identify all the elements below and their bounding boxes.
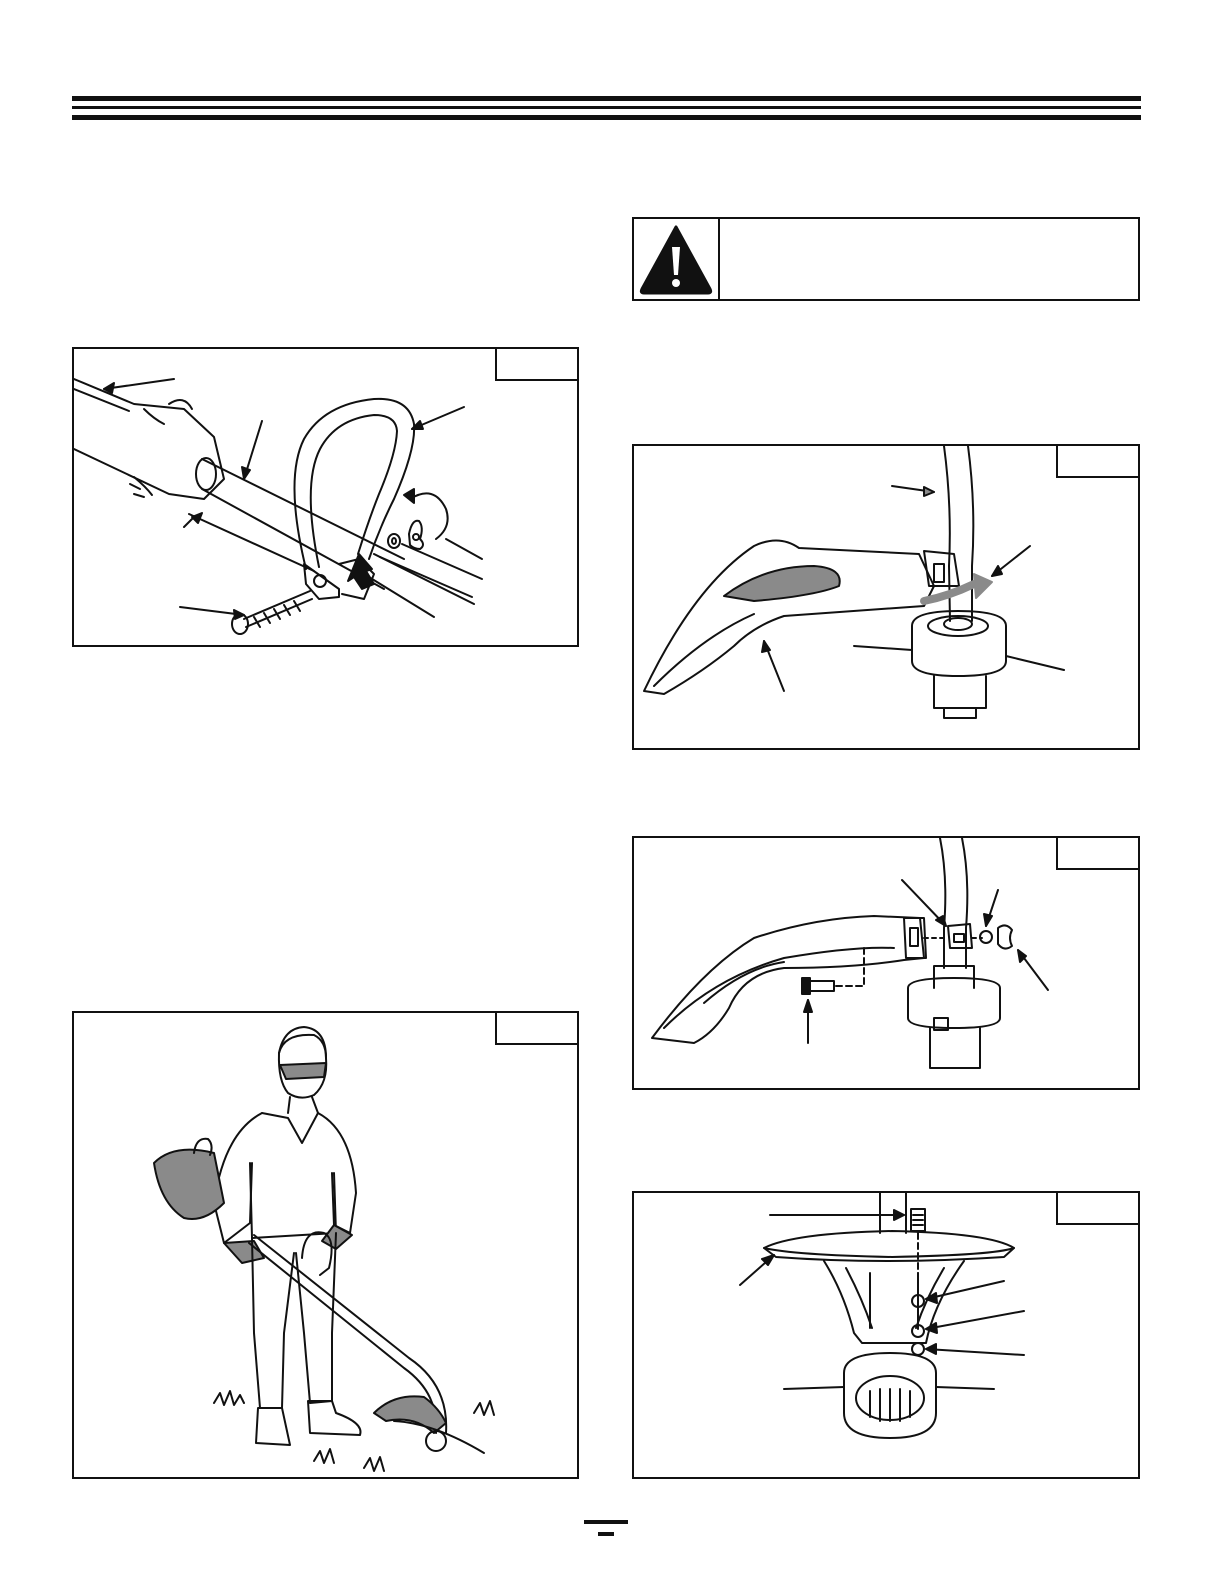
handle-assembly-illustration bbox=[74, 349, 579, 647]
warning-triangle-icon bbox=[634, 219, 718, 299]
guard-underside-illustration bbox=[634, 1193, 1140, 1479]
figure-guard-exploded bbox=[632, 836, 1140, 1090]
guard-exploded-illustration bbox=[634, 838, 1140, 1090]
header-rule-middle bbox=[72, 106, 1141, 109]
guard-placement-illustration bbox=[634, 446, 1140, 750]
warning-box bbox=[632, 217, 1140, 301]
figure-guard-underside bbox=[632, 1191, 1140, 1479]
figure-guard-placement bbox=[632, 444, 1140, 750]
header-rule-top bbox=[72, 96, 1141, 101]
header-rule-bottom bbox=[72, 115, 1141, 120]
page-dash-mark bbox=[584, 1520, 628, 1542]
figure-operating-position bbox=[72, 1011, 579, 1479]
page-number-mark bbox=[584, 1520, 628, 1542]
operator-illustration bbox=[74, 1013, 579, 1479]
warning-icon-cell bbox=[634, 219, 720, 299]
figure-handle-assembly bbox=[72, 347, 579, 647]
